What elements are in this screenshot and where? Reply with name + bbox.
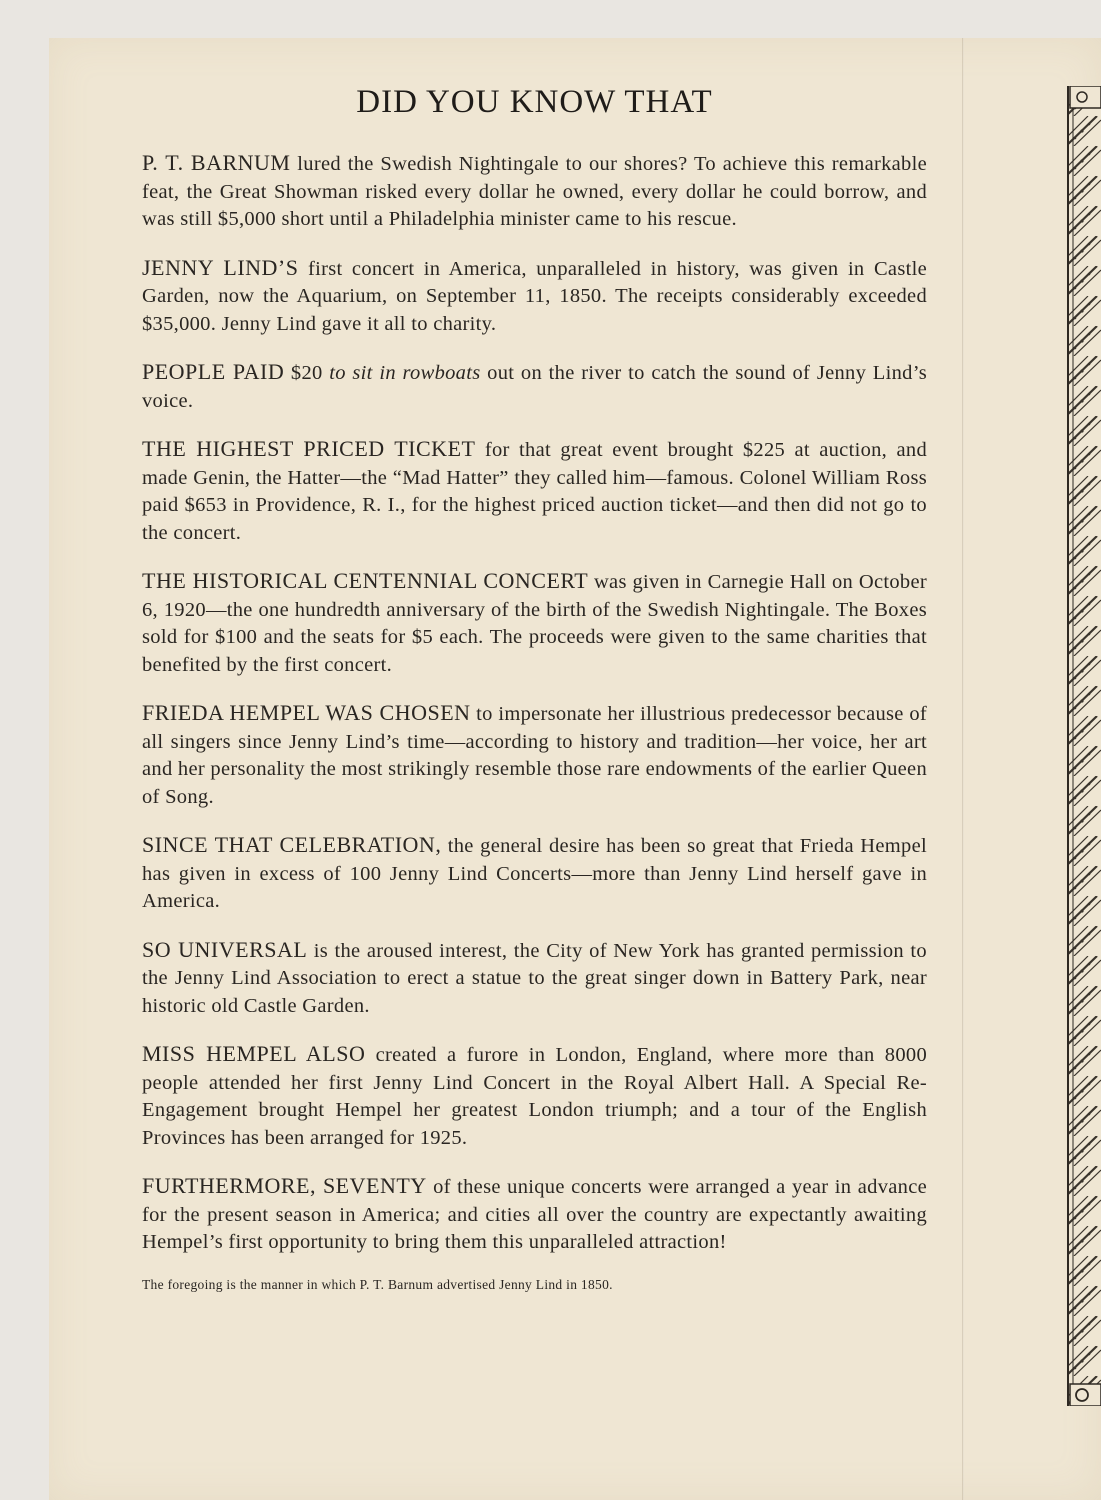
paragraph-lead: SINCE THAT CELEBRATION, bbox=[142, 832, 442, 857]
paragraph-text: out on the river to catch the sound of Jenny Lind’s voice. bbox=[142, 362, 928, 412]
ornamental-twist-pattern bbox=[1062, 86, 1101, 1406]
paragraph-rowboats bbox=[142, 358, 927, 415]
paragraph-text: was given in Carnegie Hall on October 6, 1920—the one hundredth anniversary of the birth of the Swedish Nightingale. The Boxes sold for $100 and the seats for $5 each. The proceeds were given to the same charities that benefited by the first concert. bbox=[142, 571, 927, 676]
paragraph-lead: SO UNIVERSAL bbox=[142, 936, 308, 962]
paragraph-seventy bbox=[142, 1172, 927, 1257]
paragraph-first-concert bbox=[142, 254, 927, 339]
article-content bbox=[142, 84, 927, 1293]
paragraph-text: to impersonate her illustrious predecessor because of all singers since Jenny Lind’s time—according to history and tradition—her voice, her art and her personality the most strikingly resemble those rare endowments of the earlier Queen of Song. bbox=[142, 703, 927, 808]
paragraph-text: created a furore in London, England, where more than 8000 people attended her first Jenny Lind Concert in the Royal Albert Hall. A Special Re-Engagement brought Hempel her greatest London triumph; and a tour of the English Provinces has been arranged for 1925. bbox=[142, 1044, 927, 1149]
paragraph-text-pre: $20 bbox=[284, 362, 330, 384]
paragraph-lead: FURTHERMORE, SEVENTY bbox=[142, 1173, 427, 1198]
paragraph-lead: P. T. BARNUM bbox=[142, 150, 291, 175]
paragraph-centennial bbox=[142, 567, 927, 679]
paragraph-statue bbox=[142, 936, 927, 1021]
paragraph-text: for that great event brought $225 at auction, and made Genin, the Hatter—the “Mad Hatter” they called him—famous. Colonel William Ross paid $653 in Providence, R. I., for the highest priced auction ticket—and then did not go to the concert. bbox=[142, 439, 928, 544]
paragraph-lead: PEOPLE PAID bbox=[142, 359, 285, 384]
paragraph-lead: JENNY LIND’S bbox=[142, 254, 299, 280]
paragraph-text: first concert in America, unparalleled in history, was given in Castle Garden, now the Aquarium, on September 11, 1850. The receipts considerably exceeded $35,000. Jenny Lind gave it all to charity. bbox=[142, 257, 927, 335]
paragraph-celebration bbox=[142, 831, 927, 916]
page-title: DID YOU KNOW THAT bbox=[356, 84, 713, 120]
paragraph-barnum bbox=[142, 149, 927, 234]
page-fold-line bbox=[962, 38, 964, 1500]
paragraph-text: the general desire has been so great that Frieda Hempel has given in excess of 100 Jenny Lind Concerts—more than Jenny Lind herself gave in America. bbox=[142, 835, 927, 912]
paragraph-text: of these unique concerts were arranged a year in advance for the present season in America; and cities all over the country are expectantly awaiting Hempel’s first opportunity to bring them this unparalleled attraction! bbox=[142, 1176, 927, 1253]
paragraph-lead: MISS HEMPEL ALSO bbox=[142, 1041, 366, 1066]
decorative-border bbox=[1062, 86, 1101, 1406]
paragraph-text: is the aroused interest, the City of New York has granted permission to the Jenny Lind Association to erect a statue to the great singer down in Battery Park, near historic old Castle Garden. bbox=[142, 939, 927, 1017]
paragraph-highest-ticket bbox=[142, 435, 927, 547]
paragraph-text: lured the Swedish Nightingale to our shores? To achieve this remarkable feat, the Great Showman risked every dollar he owned, every dollar he could borrow, and was still $5,000 short until a Philadelphia minister came to his rescue. bbox=[142, 153, 927, 230]
paragraph-lead: THE HIGHEST PRICED TICKET bbox=[142, 436, 476, 461]
paragraph-london bbox=[142, 1040, 927, 1152]
paragraph-lead: FRIEDA HEMPEL WAS CHOSEN bbox=[142, 700, 471, 725]
paragraph-lead: THE HISTORICAL CENTENNIAL CONCERT bbox=[142, 568, 589, 593]
paragraph-hempel-chosen bbox=[142, 699, 927, 811]
footnote: The foregoing is the manner in which P. T. Barnum advertised Jenny Lind in 1850. bbox=[142, 1276, 613, 1292]
paragraph-emphasis: to sit in rowboats bbox=[329, 362, 481, 384]
